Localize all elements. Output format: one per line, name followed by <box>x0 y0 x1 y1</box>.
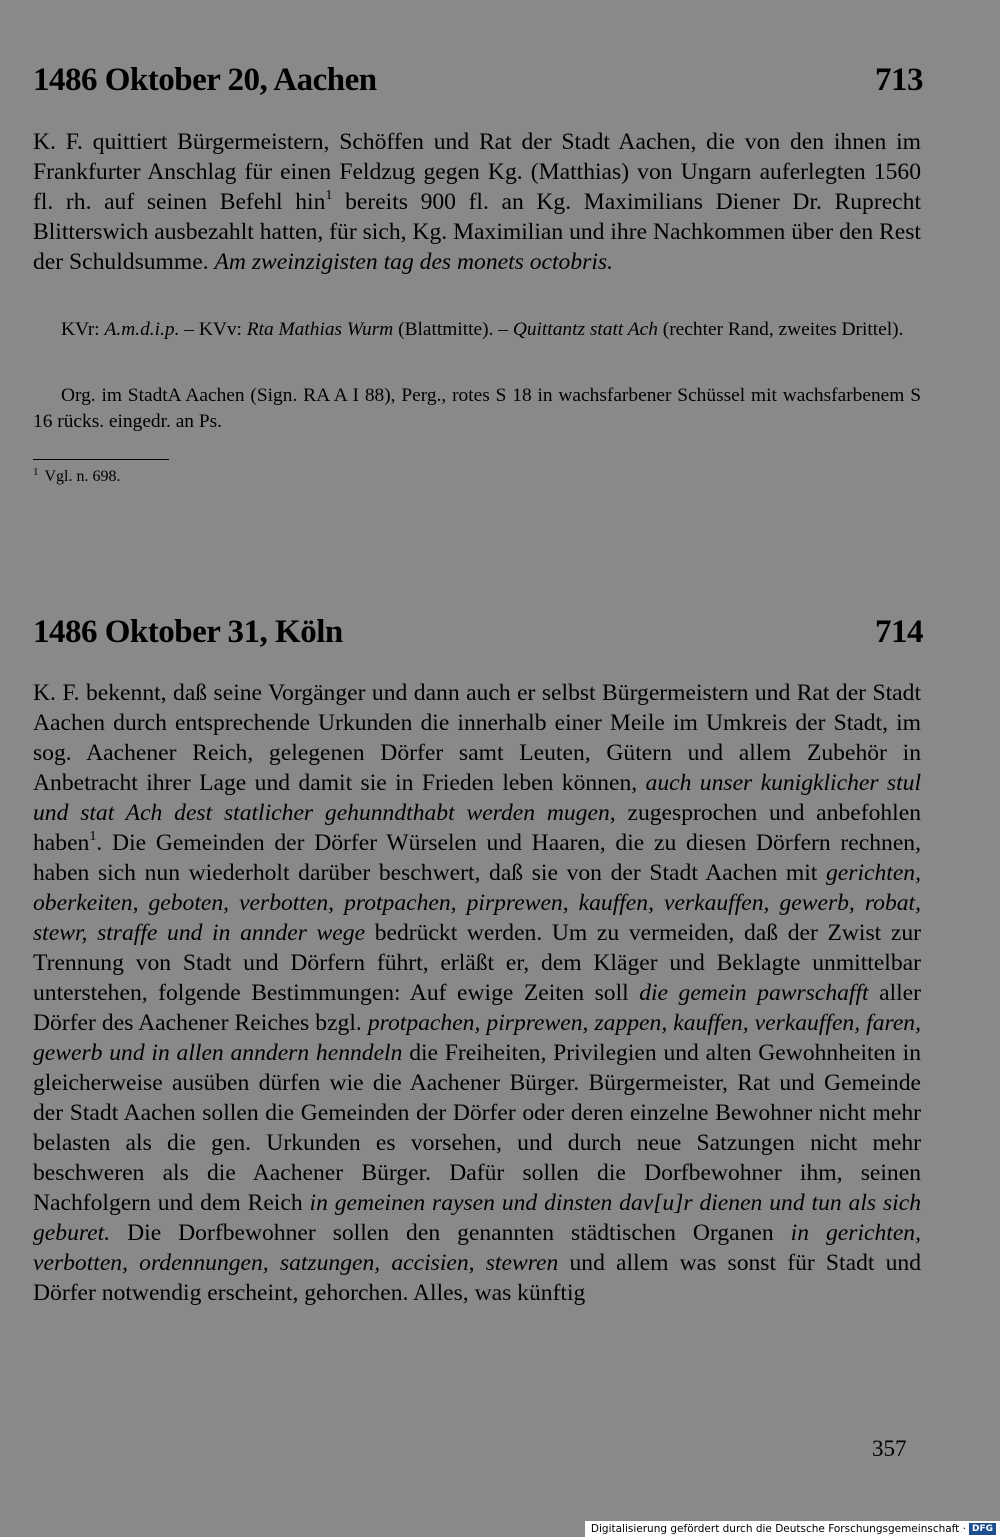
entry-714-text: . Die Gemeinden der Dörfer Würselen und Haaren, die zu diesen Dörfern rechnen, haben sich nun wiederholt darüber beschwert, daß sie von der Stadt Aachen mit <box>33 830 921 886</box>
kvv-value: Rta Mathias Wurm <box>246 319 394 340</box>
entry-713-date-place: 1486 Oktober 20, Aachen <box>33 62 377 98</box>
entry-714-text: und allem was sonst für Stadt und Dörfer notwendig erscheint, gehorchen. Alles, was künftig <box>33 1250 922 1306</box>
entry-713-regest-quote: Am zweinzigisten tag des monets octobris. <box>214 249 613 275</box>
entry-714-text: aller Dörfer des Aachener Reiches bzgl. <box>33 980 922 1036</box>
entry-713-regest-text-cont: bereits 900 fl. an Kg. Maximilians Diener Dr. Ruprecht Blitterswich ausbezahlt hatten, für sich, Kg. Maximilian und ihre Nachkommen über den Rest der Schuldsumme. <box>33 189 921 275</box>
kvr-value: A.m.d.i.p. <box>104 319 180 340</box>
entry-714-heading <box>33 614 923 651</box>
entry-714-number: 714 <box>875 614 923 650</box>
quittantz-value: Quittantz statt Ach <box>512 319 658 340</box>
entry-713-regest-text: K. F. quittiert Bürgermeistern, Schöffen und Rat der Stadt Aachen, die von den ihnen im Frankfurter Anschlag für einen Feldzug gegen Kg. (Matthias) von Ungarn auferlegten 1560 fl. rh. auf seinen Befehl hin <box>33 129 921 215</box>
entry-713-regest <box>33 127 921 277</box>
entry-713-dorsal-notes <box>33 317 921 343</box>
entry-714-quote: gerichten, oberkeiten, geboten, verbotten, protpachen, pirprewen, kauffen, verkauffen, gewerb, robat, stewr, straffe und in annder wege <box>33 860 921 946</box>
entry-714-text: die Freiheiten, Privilegien und alten Gewohnheiten in gleicherweise ausüben dürfen wie die Aachener Bürger. Bürgermeister, Rat und Gemeinde der Stadt Aachen sollen die Gemeinden der Dörfer oder deren einzelne Bewohner nicht mehr belasten als die gen. Urkunden es vorsehen, und durch neue Satzungen nicht mehr beschweren als die Aachener Bürger. Dafür sollen die Dorfbewohner ihm, seinen Nachfolgern und dem Reich <box>33 1040 921 1216</box>
footnote-divider <box>33 459 169 460</box>
entry-714-text: Die Dorfbewohner sollen den genannten städtischen Organen <box>110 1220 791 1246</box>
page-number: 357 <box>872 1436 907 1461</box>
footnote-mark: 1 <box>33 466 39 478</box>
footnote-text: Vgl. n. 698. <box>44 468 121 485</box>
entry-714-quote: in gemeinen raysen und dinsten dav[u]r dienen und tun als sich geburet. <box>33 1190 921 1246</box>
entry-714-text: bedrückt werden. Um zu vermeiden, daß der Zwist zur Trennung von Stadt und Dörfern führt, erläßt er, dem Kläger und Beklagte unmittelbar unterstehen, folgende Bestimmungen: Auf ewige Zeiten soll <box>33 920 921 1006</box>
entry-714-regest <box>33 678 921 1308</box>
digitization-credit <box>585 1521 1000 1537</box>
kvr-label: KVr: <box>61 319 105 340</box>
dfg-logo: DFG <box>969 1523 996 1535</box>
entry-714-text: K. F. bekennt, daß seine Vorgänger und dann auch er selbst Bürgermeistern und Rat der Stadt Aachen durch entsprechende Urkunden die innerhalb einer Meile im Umkreis der Stadt, im sog. Aachener Reich, gelegenen Dörfer samt Leuten, Gütern und allem Zubehör in Anbetracht ihrer Lage und damit sie in Frieden leben können, <box>33 680 921 796</box>
entry-713-heading <box>33 62 923 99</box>
entry-714-quote: die gemein pawrschafft <box>639 980 869 1006</box>
credit-text: Digitalisierung gefördert durch die Deutsche Forschungsgemeinschaft · <box>590 1523 966 1535</box>
entry-714-footnote-ref[interactable]: 1 <box>89 828 97 845</box>
entry-714-text: , zugesprochen und anbefohlen haben <box>33 800 921 856</box>
entry-714-date-place: 1486 Oktober 31, Köln <box>33 614 343 650</box>
entry-713-source: Org. im StadtA Aachen (Sign. RA A I 88), Perg., rotes S 18 in wachsfarbener Schüssel mit wachsfarbenem S 16 rücks. eingedr. an Ps. <box>33 385 921 432</box>
kvv-label: – KVv: <box>179 319 247 340</box>
kvv-after: (Blattmitte). – <box>393 319 513 340</box>
entry-713-number: 713 <box>875 62 923 98</box>
quittantz-after: (rechter Rand, zweites Drittel). <box>657 319 904 340</box>
entry-714-quote: protpachen, pirprewen, zappen, kauffen, verkauffen, faren, gewerb und in allen anndern henndeln <box>33 1010 922 1066</box>
entry-713-footnote <box>33 467 121 487</box>
entry-714-quote: auch unser kunigklicher stul und stat Ach dest statlicher gehunndthabt werden mugen <box>33 770 921 826</box>
entry-714-quote: in gerichten, verbotten, ordennungen, satzungen, accisien, stewren <box>33 1220 921 1276</box>
entry-713-footnote-ref[interactable]: 1 <box>325 187 333 204</box>
